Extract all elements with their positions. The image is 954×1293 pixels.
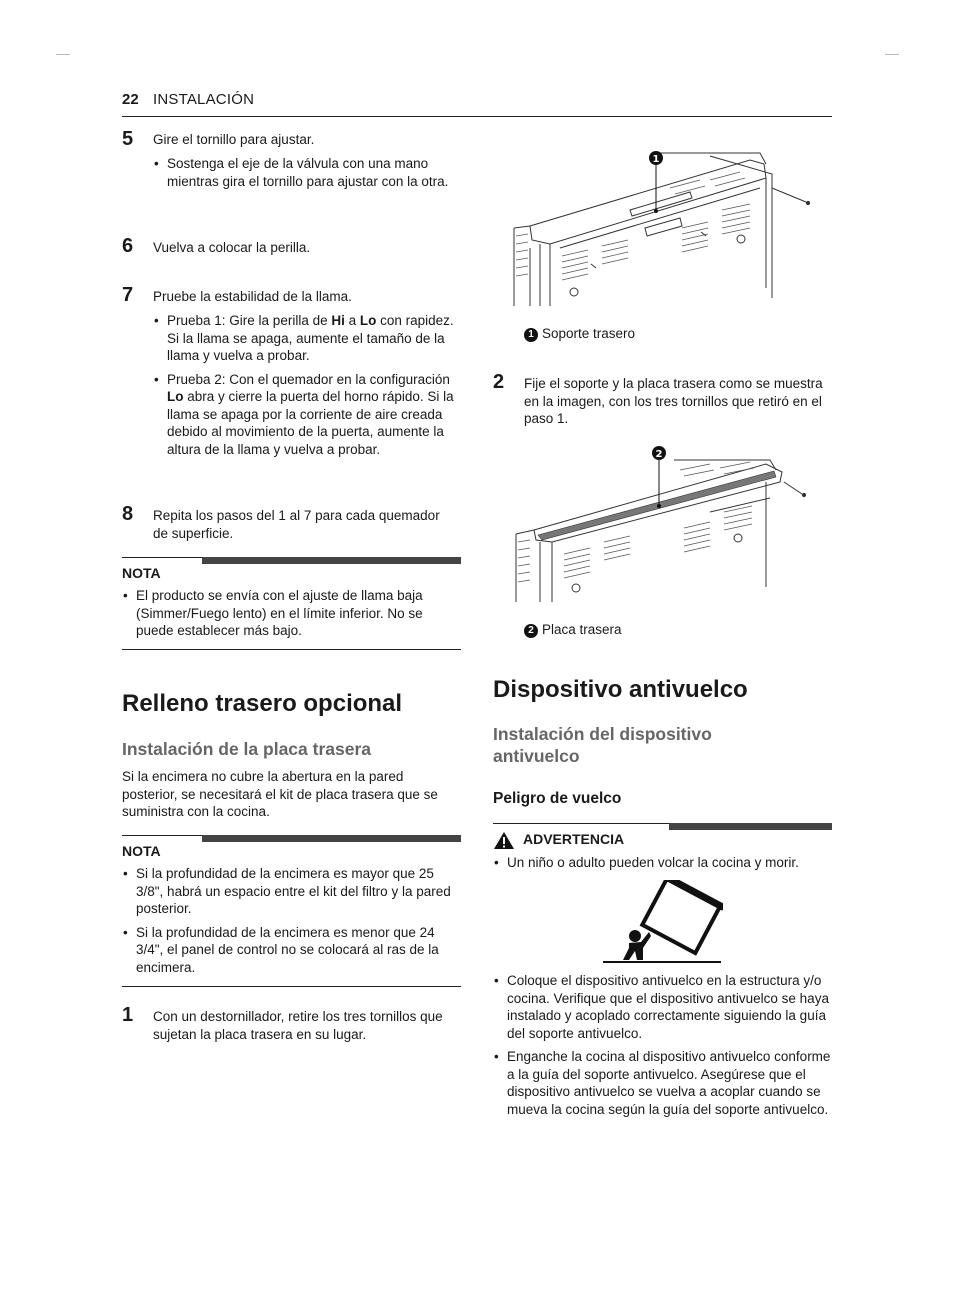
note-2-bar: [122, 835, 461, 842]
rear-bracket-illustration: [510, 148, 816, 308]
warning-bullets: [493, 854, 838, 878]
note-1-title: NOTA: [122, 565, 161, 581]
note-2-title: NOTA: [122, 843, 161, 859]
subsection-title-back-plate: Instalación de la placa trasera: [122, 739, 372, 759]
note-2-bullet: • Si la profundidad de la encimera es mayor que 25 3/8", habrá un espacio entre el kit del filtro y la pared posterior.: [122, 865, 461, 918]
figure-1-caption-text: Soporte trasero: [542, 326, 636, 341]
section-title-anti-tip: Dispositivo antivuelco: [493, 676, 748, 703]
figure-2-caption: [524, 621, 622, 639]
figure-2-caption-marker: 2: [524, 624, 538, 638]
page-header: [122, 89, 832, 117]
step-1-number: 1: [122, 1004, 134, 1026]
note-1-bullet: • El producto se envía con el ajuste de llama baja (Simmer/Fuego lento) en el límite inferior. No se puede establecer más bajo.: [122, 587, 461, 640]
test-1-text-mid: a: [344, 313, 360, 328]
warning-bullet: • Un niño o adulto pueden volcar la cocina y morir.: [493, 854, 838, 872]
step-7-bullet-test-1: [153, 312, 461, 365]
step-7-bullets: [153, 312, 461, 464]
test-2-text-post: abra y cierre la puerta del horno rápido. Si la llama se apaga por la corriente de aire creada debido al movimiento de la puerta, aumente la altura de la llama y vuelva a probar.: [167, 389, 454, 457]
note-1-bullets: [122, 587, 461, 646]
test-2-text-pre: Prueba 2: Con el quemador en la configuración: [167, 371, 450, 387]
figure-1-marker: 1: [652, 154, 660, 165]
step-8-number: 8: [122, 503, 134, 525]
step-7-text: Pruebe la estabilidad de la llama.: [153, 289, 352, 304]
note-2-bullets: [122, 865, 461, 982]
step-5-bullet: • Sostenga el eje de la válvula con una mano mientras gira el tornillo para ajustar con la otra.: [153, 155, 461, 190]
step-7-number: 7: [122, 284, 134, 306]
step-8-text: Repita los pasos del 1 al 7 para cada quemador de superficie.: [153, 508, 440, 541]
figure-2-marker: 2: [655, 449, 663, 460]
warning-title: ADVERTENCIA: [523, 831, 625, 847]
lo-setting: Lo: [167, 389, 184, 404]
warning-triangle-icon: [493, 831, 515, 850]
hi-setting: Hi: [331, 313, 345, 328]
tip-over-hazard-title: Peligro de vuelco: [493, 790, 622, 807]
note-2-bullet: • Si la profundidad de la encimera es menor que 24 3/4", el panel de control no se colocará al ras de la encimera.: [122, 924, 461, 977]
step-5-bullets: [153, 155, 461, 196]
step-2-text: Fije el soporte y la placa trasera como se muestra en la imagen, con los tres tornillos que retiró en el paso 1.: [524, 376, 823, 426]
back-plate-intro: Si la encimera no cubre la abertura en la pared posterior, se necesitará el kit de placa trasera que se suministra con la cocina.: [122, 769, 438, 819]
crop-mark-right: [885, 54, 899, 55]
step-5-number: 5: [122, 128, 134, 150]
step-1-text: Con un destornillador, retire los tres tornillos que sujetan la placa trasera en su lugar.: [153, 1009, 443, 1042]
step-6-text: Vuelva a colocar la perilla.: [153, 240, 311, 255]
note-1-bottom-rule: [122, 649, 461, 650]
section-name: INSTALACIÓN: [153, 91, 255, 108]
test-1-text-post: con rapidez. Si la llama se apaga, aumente el tamaño de la llama y vuelva a probar.: [167, 313, 454, 363]
figure-2-caption-text: Placa trasera: [542, 622, 622, 637]
anti-tip-bullet: • Enganche la cocina al dispositivo antivuelco conforme a la guía del soporte antivuelco. Asegúrese que el dispositivo antivuelco se vuelva a acoplar cuando se mueva la cocina según la guía del soporte antivuelco.: [493, 1048, 838, 1118]
lo-setting: Lo: [359, 313, 377, 328]
test-1-text-pre: Prueba 1: Gire la perilla de: [167, 313, 332, 328]
crop-mark-left: [56, 54, 70, 55]
section-title-rear-filler: Relleno trasero opcional: [122, 690, 403, 717]
figure-1-caption: [524, 325, 635, 343]
back-plate-illustration: [510, 442, 816, 604]
anti-tip-bullet: • Coloque el dispositivo antivuelco en la estructura y/o cocina. Verifique que el dispositivo antivuelco se haya instalado y acoplado correctamente siguiendo la guía del soporte antivuelco.: [493, 972, 838, 1042]
step-5-text: Gire el tornillo para ajustar.: [153, 132, 315, 147]
warning-bar: [493, 823, 832, 830]
step-2-number: 2: [493, 371, 505, 393]
step-7-bullet-test-2: [153, 371, 461, 459]
anti-tip-bullets: [493, 972, 838, 1124]
note-2-bottom-rule: [122, 986, 461, 987]
note-1-bar: [122, 557, 461, 564]
figure-1-caption-marker: 1: [524, 328, 538, 342]
page-number: 22: [122, 91, 139, 108]
subsection-title-anti-tip-install: Instalación del dispositivo antivuelco: [493, 724, 712, 766]
tip-over-hazard-pictogram: [603, 880, 723, 964]
step-6-number: 6: [122, 235, 134, 257]
